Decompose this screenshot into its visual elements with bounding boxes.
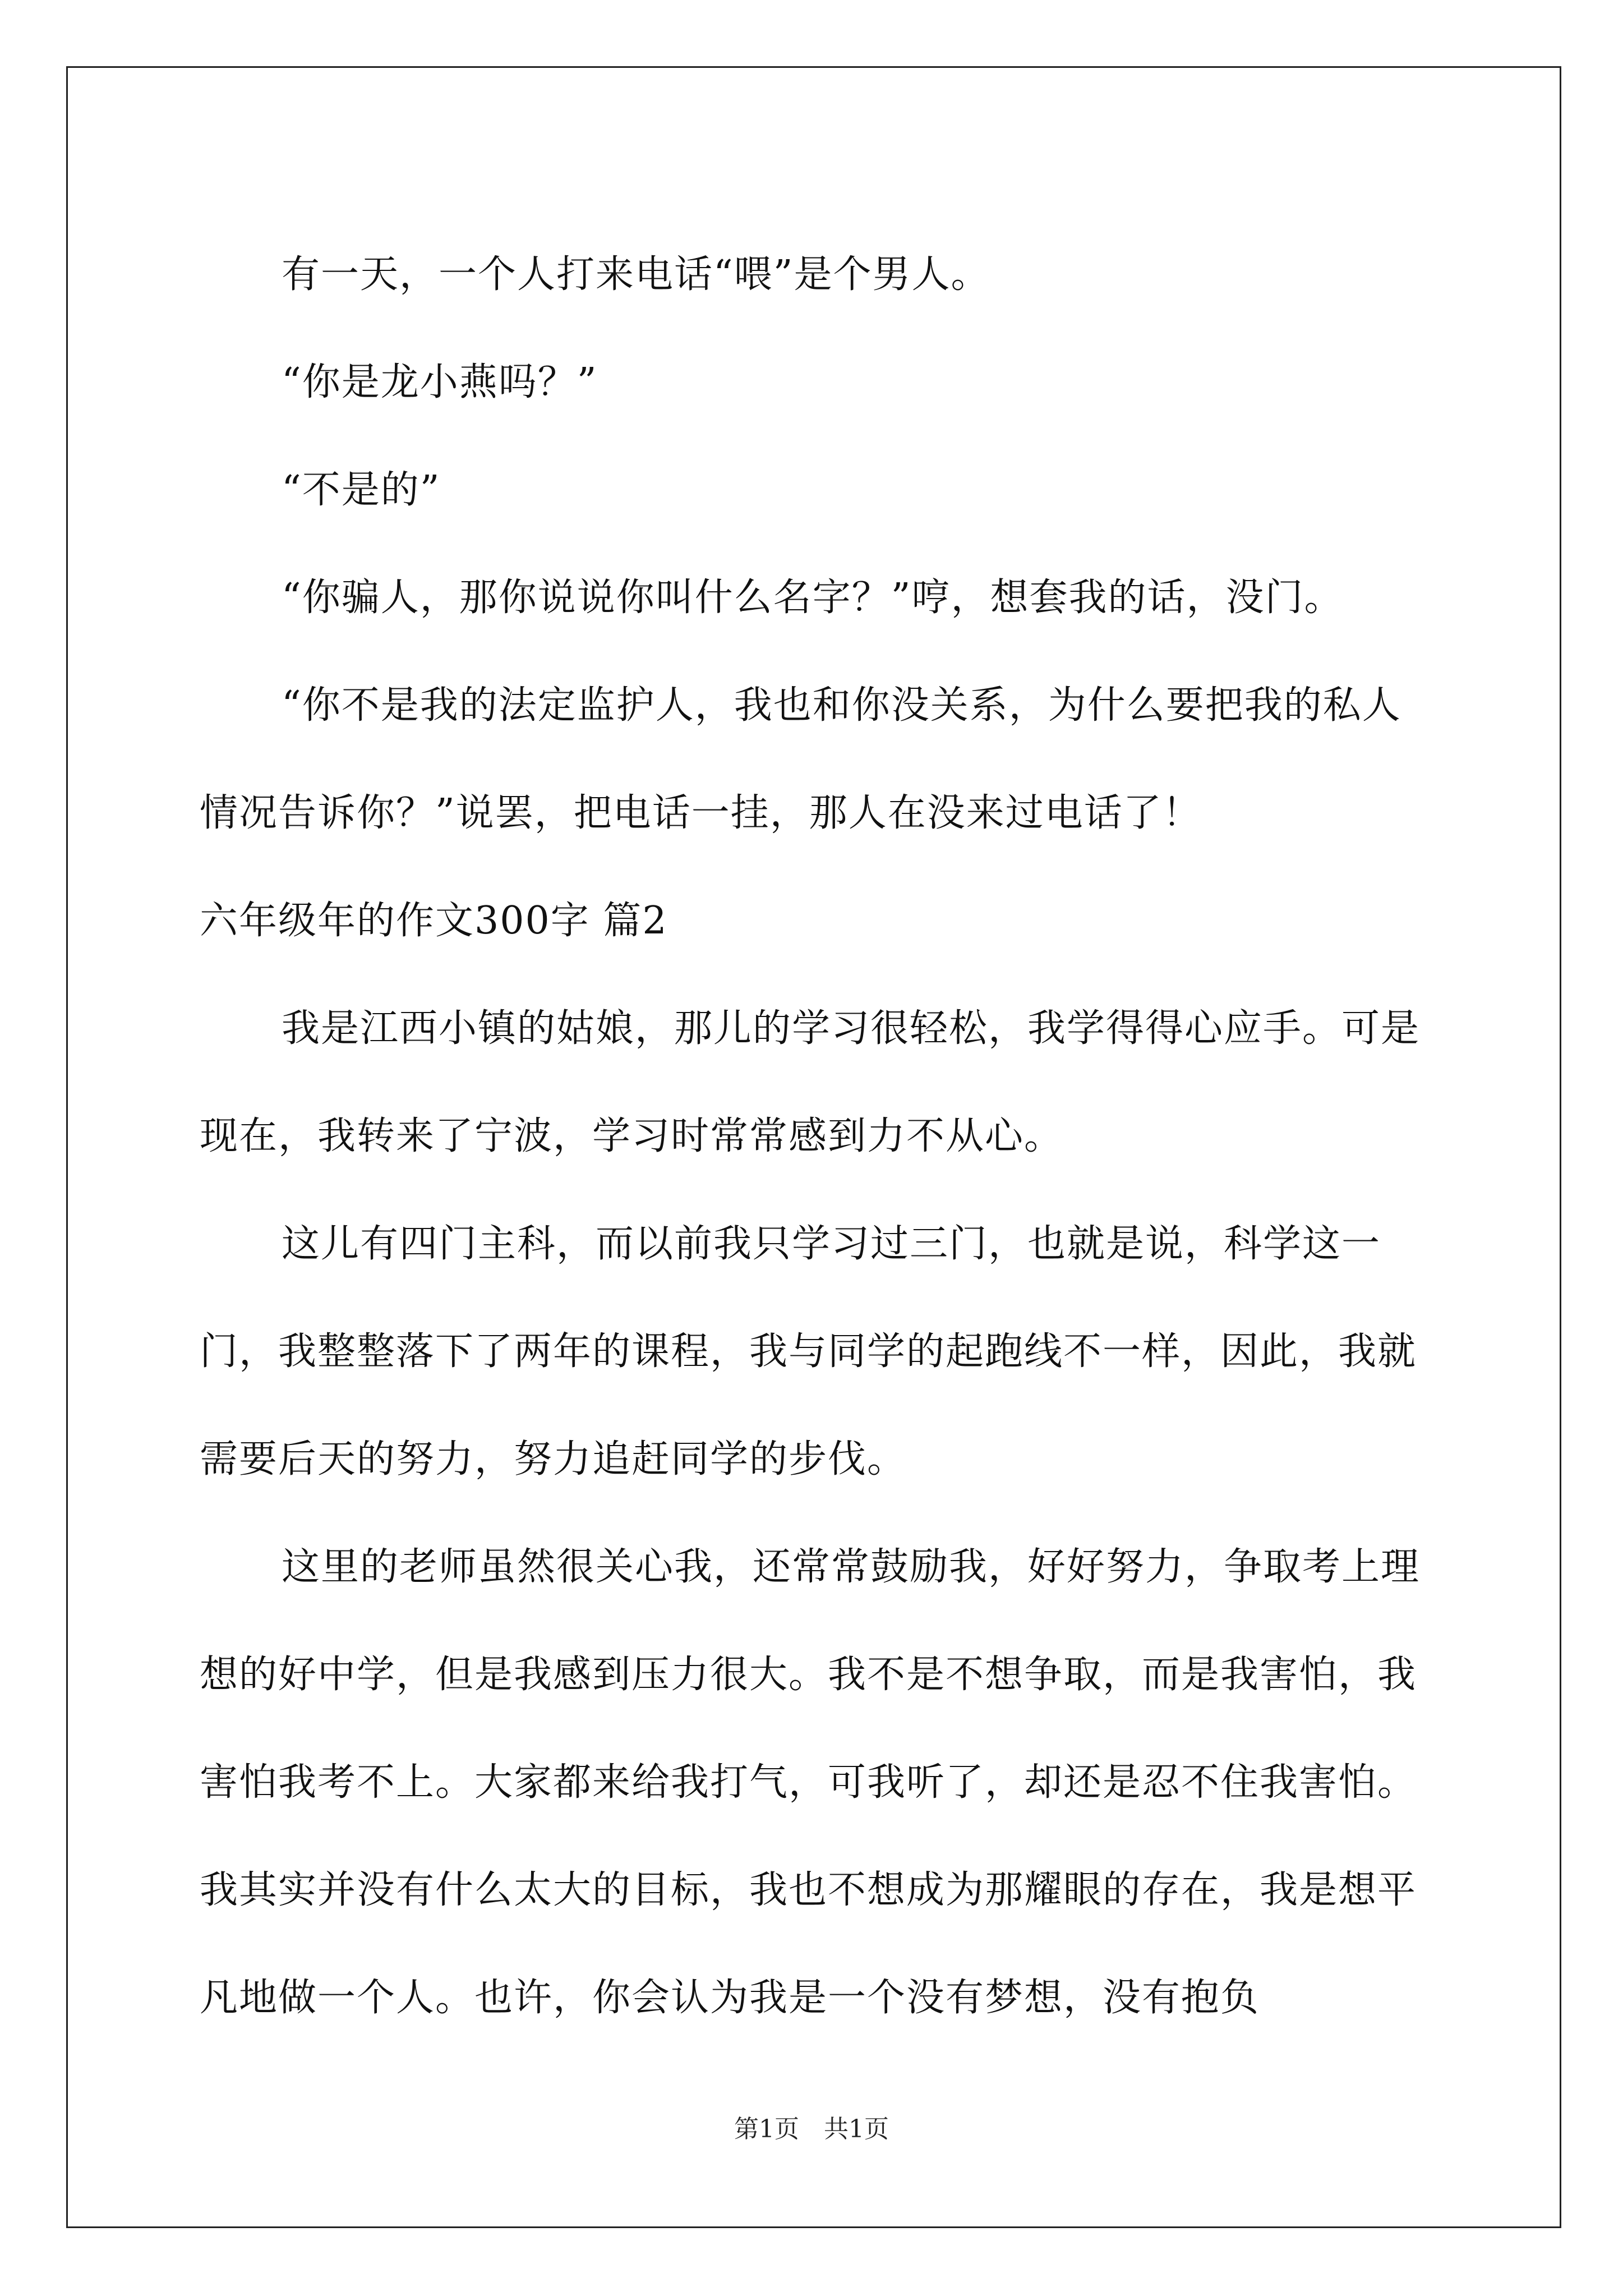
section-heading: 六年级年的作文300字 篇2 [200, 899, 668, 943]
paragraph: 有一天，一个人打来电话“喂”是个男人。 [282, 252, 990, 297]
paragraph: “不是的” [282, 468, 441, 512]
paragraph: “你是龙小燕吗？” [282, 360, 598, 404]
paragraph: “你不是我的法定监护人，我也和你没关系，为什么要把我的私人情况告诉你？”说罢，把电话一挂，那人在没来过电话了！ [200, 683, 1401, 835]
page-footer: 第1页 共1页 [734, 2115, 889, 2143]
paragraph: “你骗人，那你说说你叫什么名字？”哼，想套我的话，没门。 [282, 576, 1344, 620]
paragraph: 这儿有四门主科，而以前我只学习过三门，也就是说，科学这一门，我整整落下了两年的课程，我与同学的起跑线不一样，因此，我就需要后天的努力，努力追赶同学的步伐。 [200, 1222, 1417, 1481]
paragraph: 这里的老师虽然很关心我，还常常鼓励我，好好努力，争取考上理想的好中学，但是我感到压力很大。我不是不想争取，而是我害怕，我害怕我考不上。大家都来给我打气，可我听了，却还是忍不住我害怕。我其实并没有什么太大的目标，我也不想成为那耀眼的存在，我是想平凡地做一个人。也许，你会认为我是一个没有梦想，没有抱负 [200, 1545, 1421, 2020]
document-body [200, 221, 1433, 2052]
paragraph: 我是江西小镇的姑娘，那儿的学习很轻松，我学得得心应手。可是现在，我转来了宁波，学习时常常感到力不从心。 [200, 1006, 1421, 1158]
